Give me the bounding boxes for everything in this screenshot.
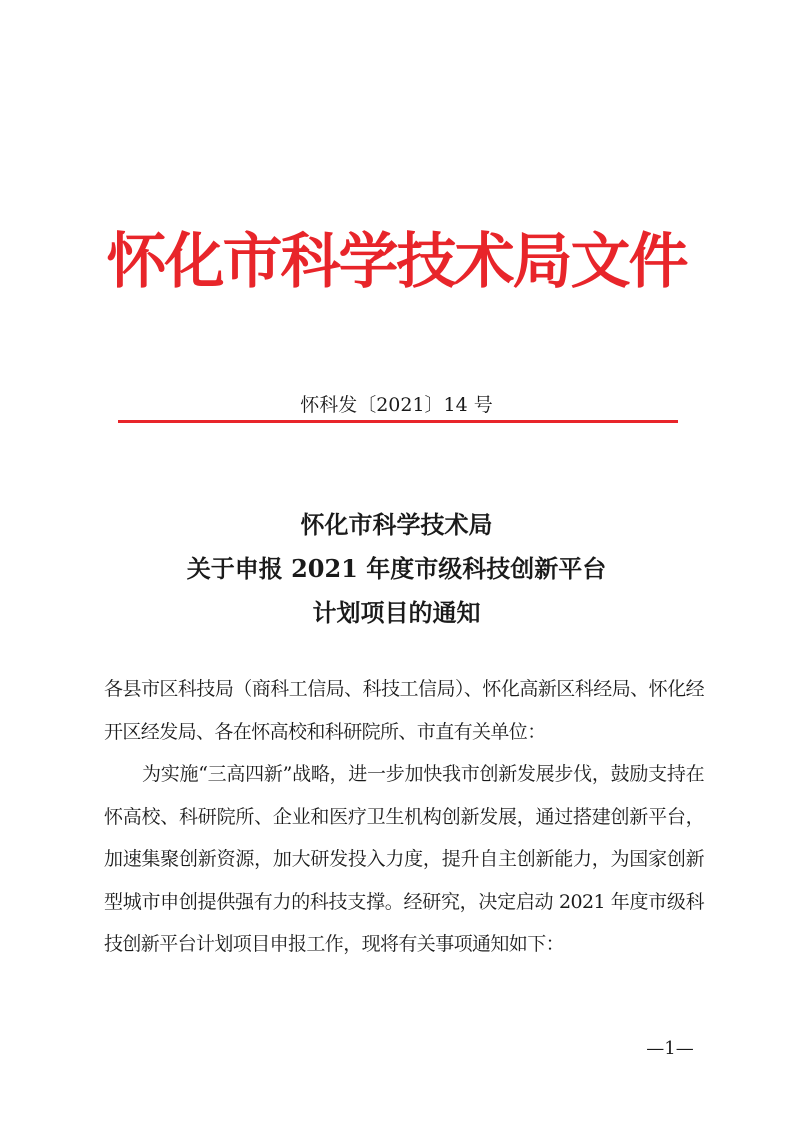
notice-body: [104, 668, 704, 966]
masthead-title: 怀化市科学技术局文件: [106, 227, 687, 297]
addressees-paragraph: 各县市区科技局（商科工信局、科技工信局）、怀化高新区科经局、怀化经开区经发局、各在怀高校和科研院所、市直有关单位：: [104, 678, 704, 743]
page-number: —1—: [646, 1038, 694, 1059]
red-separator-rule: [118, 420, 678, 423]
title-line-3: 计划项目的通知: [312, 598, 481, 627]
title-line-1: 怀化市科学技术局: [300, 510, 493, 539]
document-number: 怀科发〔2021〕14 号: [300, 394, 493, 416]
title-line-2: 关于申报 2021 年度市级科技创新平台: [186, 554, 607, 583]
body-paragraph-1: 为实施“三高四新”战略，进一步加快我市创新发展步伐，鼓励支持在怀高校、科研院所、企业和医疗卫生机构创新发展，通过搭建创新平台，加速集聚创新资源，加大研发投入力度，提升自主创新能力，为国家创新型城市申创提供强有力的科技支撑。经研究，决定启动 2021 年度市级科技创新平台计划项目申报工作，现将有关事项通知如下：: [104, 763, 704, 955]
notice-title: [0, 503, 793, 635]
